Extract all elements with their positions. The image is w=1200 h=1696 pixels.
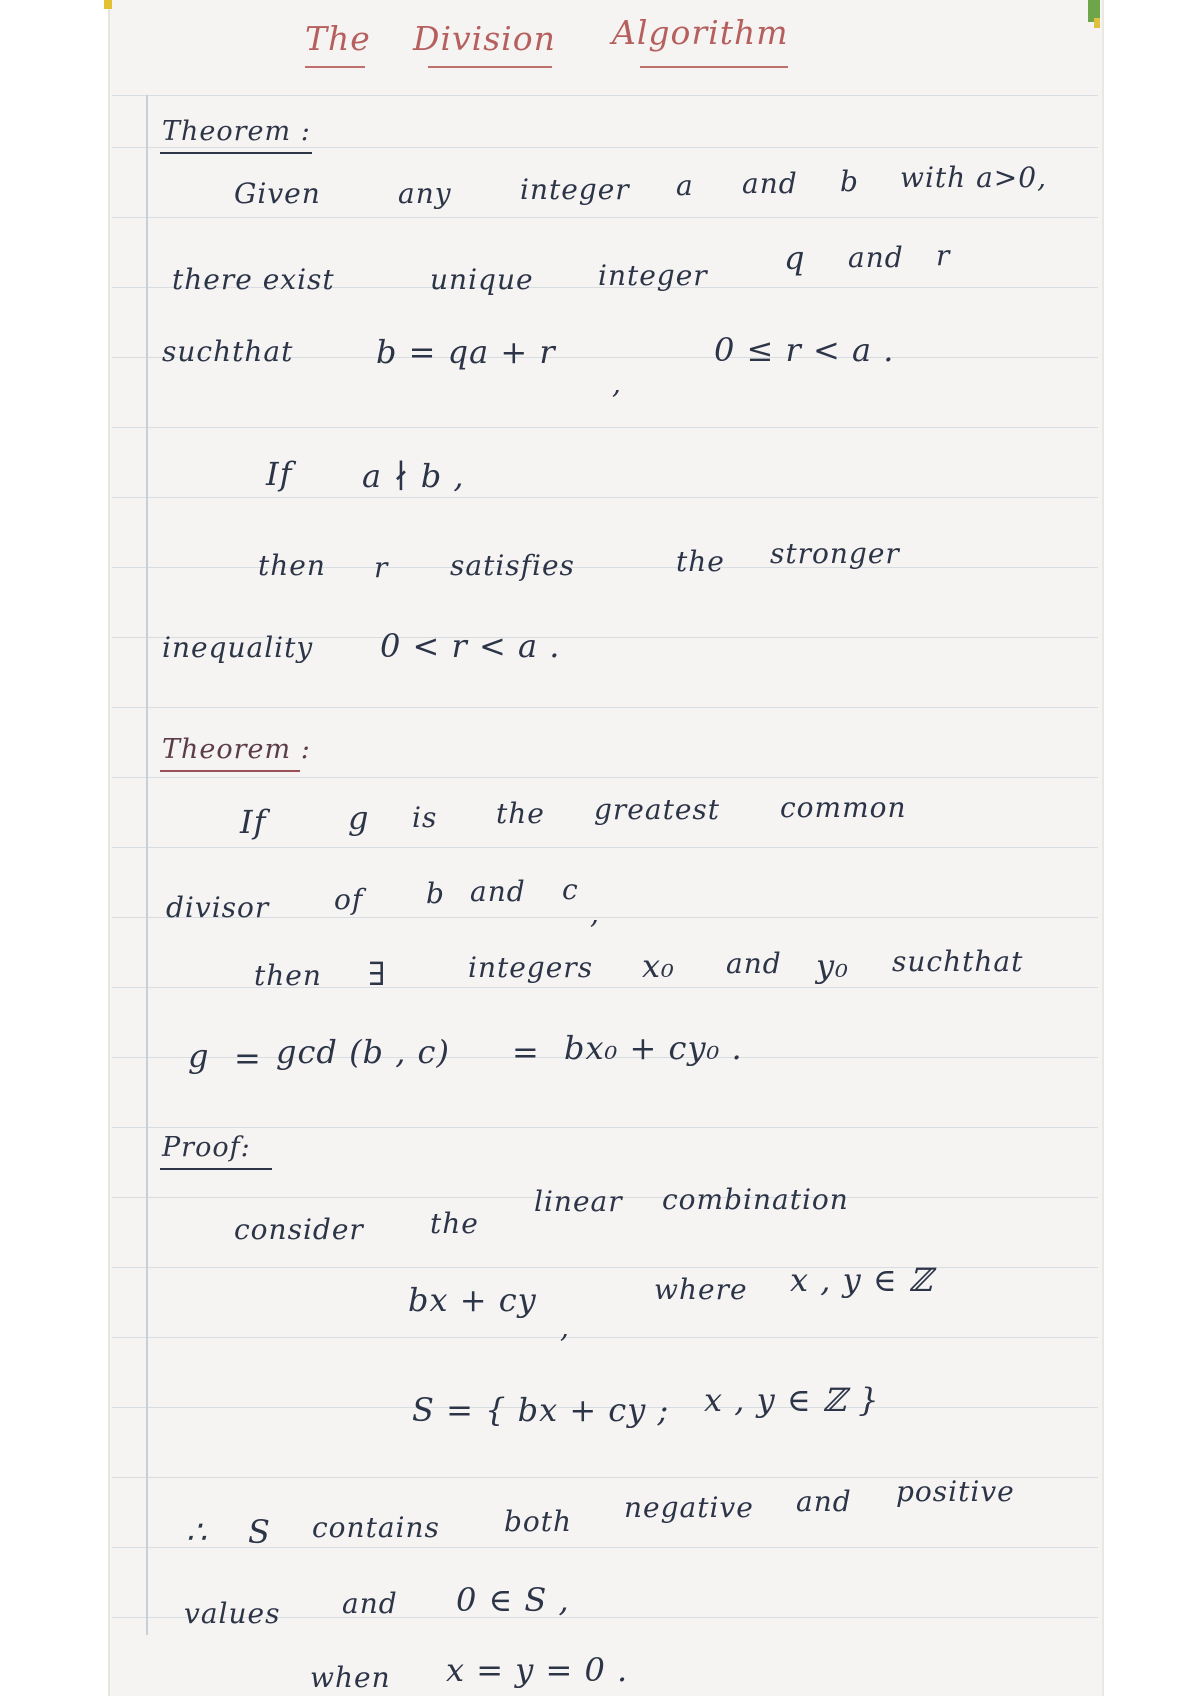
text-word: the xyxy=(496,797,545,830)
ruled-line xyxy=(112,777,1098,778)
theorem-heading: Theorem : xyxy=(162,116,311,147)
text-word: = xyxy=(512,1033,540,1071)
text-word: combination xyxy=(662,1183,849,1216)
text-word: b xyxy=(426,877,445,910)
text-word: integer xyxy=(520,173,630,206)
page-edge-mark xyxy=(1094,18,1100,28)
ruled-line xyxy=(112,1337,1098,1338)
text-word: with a>0, xyxy=(900,161,1047,194)
text-word: , xyxy=(560,1311,570,1344)
title-underline xyxy=(428,66,552,68)
equation: b = qa + r xyxy=(376,333,556,371)
page-edge-mark xyxy=(104,0,112,9)
text-word: Given xyxy=(234,177,321,210)
heading-underline xyxy=(160,770,300,772)
ruled-line xyxy=(112,1267,1098,1268)
equation: 0 < r < a . xyxy=(380,627,561,665)
text-word: divisor xyxy=(166,891,270,924)
ruled-line xyxy=(112,147,1098,148)
text-word: positive xyxy=(896,1475,1015,1508)
text-word: where xyxy=(654,1273,748,1306)
text-word: and xyxy=(470,875,526,908)
text-word: consider xyxy=(234,1213,364,1246)
text-word: , xyxy=(590,897,600,930)
text-word: g xyxy=(188,1037,210,1075)
text-word: ∃ xyxy=(368,955,387,993)
text-word: then xyxy=(254,959,322,992)
text-word: satisfies xyxy=(450,549,575,582)
ruled-line xyxy=(112,427,1098,428)
text-word: q xyxy=(784,239,806,277)
equation: 0 ∈ S , xyxy=(456,1581,570,1619)
ruled-line xyxy=(112,95,1098,96)
text-word: and xyxy=(342,1587,398,1620)
equation: x , y ∈ ℤ } xyxy=(704,1381,880,1419)
text-word: both xyxy=(504,1505,573,1538)
text-word: common xyxy=(780,791,907,824)
text-word: contains xyxy=(312,1511,440,1544)
ruled-line xyxy=(112,847,1098,848)
title-underline xyxy=(640,66,788,68)
margin-line xyxy=(146,95,148,1635)
text-word: when xyxy=(310,1661,391,1694)
ruled-line xyxy=(112,217,1098,218)
equation: S = { bx + cy ; xyxy=(412,1391,670,1429)
text-word: g xyxy=(348,799,370,837)
text-word: integer xyxy=(598,259,708,292)
equation: bx + cy xyxy=(408,1281,537,1319)
equation: gcd (b , c) xyxy=(276,1033,450,1071)
text-word: is xyxy=(412,801,438,834)
text-word: suchthat xyxy=(892,945,1024,978)
text-word: S xyxy=(248,1513,271,1551)
text-word: there exist xyxy=(172,263,335,296)
text-word: integers xyxy=(468,951,594,984)
text-word: the xyxy=(676,545,725,578)
text-word: stronger xyxy=(770,537,900,570)
text-word: and xyxy=(848,241,904,274)
ruled-line xyxy=(112,707,1098,708)
text-word: unique xyxy=(430,263,534,296)
text-word: y₀ xyxy=(816,947,849,985)
notebook-page xyxy=(108,0,1104,1696)
text-word: suchthat xyxy=(162,335,294,368)
equation: bx₀ + cy₀ . xyxy=(564,1029,743,1067)
text-word: and xyxy=(796,1485,852,1518)
equation: x = y = 0 . xyxy=(446,1651,629,1689)
text-word: of xyxy=(334,883,364,916)
text-word: inequality xyxy=(162,631,314,664)
equation: a ∤ b , xyxy=(362,457,465,495)
text-word: linear xyxy=(534,1185,623,1218)
text-word: a xyxy=(676,169,694,202)
text-word: and xyxy=(726,947,782,980)
text-word: If xyxy=(266,455,293,493)
ruled-line xyxy=(112,1127,1098,1128)
text-word: and xyxy=(742,167,798,200)
title-underline xyxy=(305,66,365,68)
title-word: Algorithm xyxy=(612,13,789,52)
text-word: b xyxy=(840,165,859,198)
text-word: , xyxy=(612,367,622,400)
text-word: any xyxy=(398,177,452,210)
text-word: greatest xyxy=(594,793,721,826)
text-word: If xyxy=(240,803,267,841)
text-word: = xyxy=(234,1039,262,1077)
text-word: x₀ xyxy=(642,947,675,985)
text-word: then xyxy=(258,549,326,582)
theorem-heading: Theorem : xyxy=(162,734,311,765)
title-word: The xyxy=(305,19,371,58)
text-word: c xyxy=(562,873,579,906)
equation: x , y ∈ ℤ xyxy=(790,1261,934,1299)
text-word: r xyxy=(374,551,389,584)
text-word: r xyxy=(936,239,951,272)
ruled-line xyxy=(112,497,1098,498)
text-word: ∴ xyxy=(186,1513,208,1551)
heading-underline xyxy=(160,1168,272,1170)
text-word: negative xyxy=(624,1491,754,1524)
equation: 0 ≤ r < a . xyxy=(714,331,895,369)
text-word: the xyxy=(430,1207,479,1240)
title-word: Division xyxy=(413,19,556,58)
text-word: values xyxy=(184,1597,281,1630)
proof-heading: Proof: xyxy=(162,1132,251,1163)
heading-underline xyxy=(160,152,312,154)
